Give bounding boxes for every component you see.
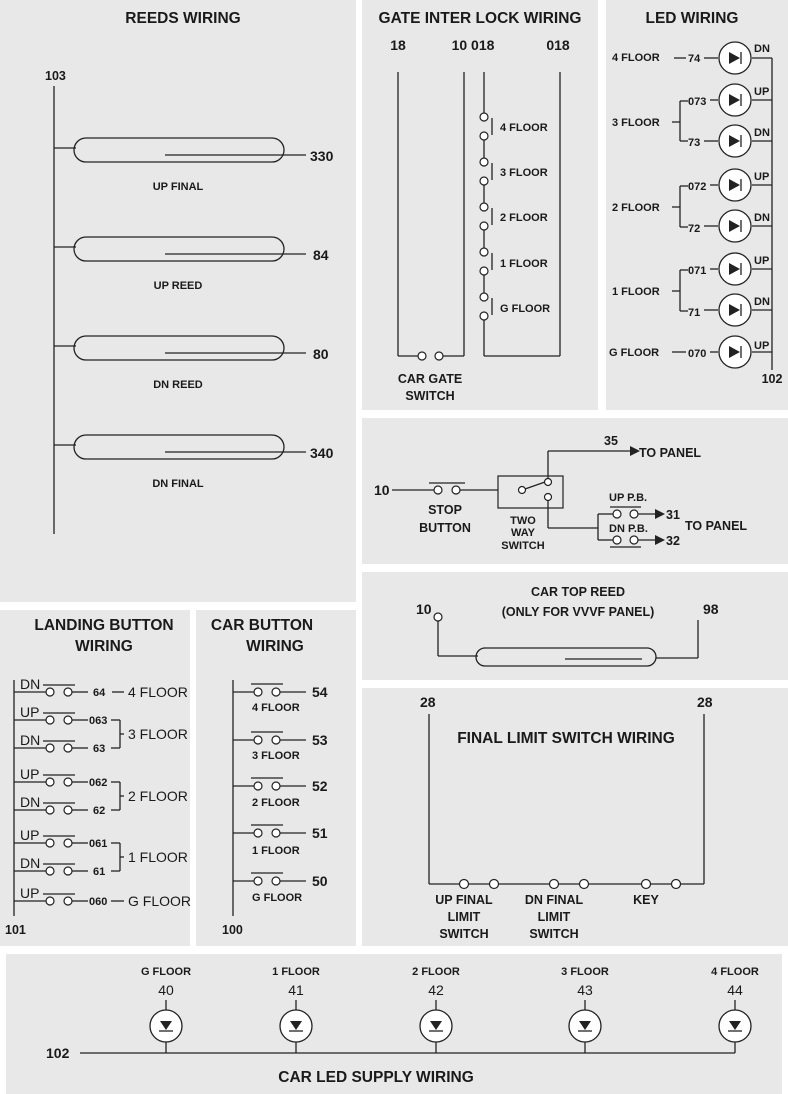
reed-switch-up-final <box>54 138 334 193</box>
landing-button-up-3 <box>14 704 107 727</box>
landing-title-1: LANDING BUTTON <box>34 617 174 634</box>
car-button-wire-52: 52 <box>312 778 328 794</box>
landing-floor-g: G FLOOR <box>128 893 192 909</box>
reed-label-up-reed: UP REED <box>153 280 203 292</box>
landing-title-2: WIRING <box>75 638 133 655</box>
gate-title: GATE INTER LOCK WIRING <box>378 10 582 27</box>
gate-wire-018: 018 <box>546 37 570 53</box>
led-2-floor-dn <box>704 210 772 242</box>
key-label: KEY <box>633 893 659 907</box>
car-led-floor-1: 1 FLOOR <box>272 966 320 978</box>
car-led-floor-3: 3 FLOOR <box>561 966 609 978</box>
gate-contact-1-floor <box>480 248 548 275</box>
led-3-floor-dn <box>704 125 772 157</box>
stop-contact-left <box>434 486 442 494</box>
landing-button-up-1 <box>14 827 107 850</box>
landing-floor-2: 2 FLOOR <box>128 788 188 804</box>
car-top-reed-wiring <box>416 585 719 666</box>
led-wire-73: 73 <box>688 137 701 149</box>
wire-31: 31 <box>666 508 680 522</box>
led-dir-up: UP <box>754 340 770 352</box>
landing-dir: UP <box>20 704 40 720</box>
led-dir-dn: DN <box>754 296 770 308</box>
dn-final-contact-left <box>550 880 559 889</box>
gate-contact-g-floor <box>480 293 550 320</box>
car-button-4-floor <box>233 684 328 714</box>
led-wire-070: 070 <box>688 348 707 360</box>
landing-button-dn-3 <box>14 732 105 755</box>
final-limit-wire-right: 28 <box>697 694 713 710</box>
reed-wire-340: 340 <box>310 445 334 461</box>
landing-button-dn-4 <box>14 676 188 700</box>
led-bus-label: 102 <box>761 372 783 386</box>
landing-wire-063: 063 <box>89 715 108 727</box>
stop-label-2: BUTTON <box>419 521 471 535</box>
gate-wire-18: 18 <box>390 37 406 53</box>
reeds-title: REEDS WIRING <box>125 10 241 27</box>
car-button-title-2: WIRING <box>246 638 304 655</box>
wire-32: 32 <box>666 534 680 548</box>
final-limit-wire-left: 28 <box>420 694 436 710</box>
dn-final-label-3: SWITCH <box>529 927 579 941</box>
two-way-switch-box <box>498 476 563 508</box>
landing-button-dn-1 <box>14 855 105 878</box>
led-dir-dn: DN <box>754 212 770 224</box>
car-button-wire-54: 54 <box>312 684 328 700</box>
landing-wire-062: 062 <box>89 777 108 789</box>
stop-wire-10: 10 <box>374 482 390 498</box>
landing-wire-62: 62 <box>93 805 106 817</box>
car-button-wire-50: 50 <box>312 873 328 889</box>
landing-floor-4: 4 FLOOR <box>128 684 188 700</box>
landing-dir: UP <box>20 766 40 782</box>
reed-switch-up-reed <box>54 237 329 292</box>
car-led-4-floor <box>711 966 759 1053</box>
led-wire-74: 74 <box>688 53 701 65</box>
led-title: LED WIRING <box>645 10 739 27</box>
led-1-floor-dn <box>704 294 772 326</box>
landing-wire-060: 060 <box>89 896 108 908</box>
final-limit-wiring <box>420 694 713 941</box>
gate-floor-label-1: 1 FLOOR <box>500 258 548 270</box>
two-way-label-2: WAY <box>510 527 536 539</box>
car-button-wire-53: 53 <box>312 732 328 748</box>
car-gate-contact-right <box>435 352 443 360</box>
led-dir-dn: DN <box>754 127 770 139</box>
dn-final-label-1: DN FINAL <box>524 893 584 907</box>
car-led-floor-4: 4 FLOOR <box>711 966 759 978</box>
car-top-reed-switch <box>476 648 656 666</box>
final-limit-title: FINAL LIMIT SWITCH WIRING <box>457 730 675 747</box>
car-top-wire-10: 10 <box>416 601 432 617</box>
car-led-g-floor <box>141 966 191 1053</box>
up-final-label-2: LIMIT <box>447 910 481 924</box>
car-button-title-1: CAR BUTTON <box>210 617 314 634</box>
reeds-bus-label: 103 <box>45 69 66 83</box>
up-final-contact-left <box>460 880 469 889</box>
led-floor-label-2: 2 FLOOR <box>612 202 660 214</box>
led-wiring <box>609 10 782 386</box>
car-button-floor-4: 4 FLOOR <box>252 702 300 714</box>
dn-final-label-2: LIMIT <box>537 910 571 924</box>
car-gate-label-1: CAR GATE <box>397 372 463 386</box>
led-wire-072: 072 <box>688 181 707 193</box>
up-final-contact-right <box>490 880 499 889</box>
led-floor-label-1: 1 FLOOR <box>612 286 660 298</box>
car-button-floor-2: 2 FLOOR <box>252 797 300 809</box>
car-button-g-floor <box>233 873 328 904</box>
led-dir-up: UP <box>754 86 770 98</box>
led-wire-72: 72 <box>688 223 701 235</box>
led-dir-up: UP <box>754 255 770 267</box>
car-led-wire-40: 40 <box>158 982 174 998</box>
gate-wire-10-018: 10 018 <box>451 37 495 53</box>
car-top-title-2: (ONLY FOR VVVF PANEL) <box>501 605 655 619</box>
landing-dir: UP <box>20 827 40 843</box>
reed-switch-dn-reed <box>54 336 329 391</box>
up-final-label-3: SWITCH <box>439 927 489 941</box>
car-gate-contact-left <box>418 352 426 360</box>
car-led-floor-g: G FLOOR <box>140 966 192 978</box>
led-dir-up: UP <box>754 171 770 183</box>
stop-label-1: STOP <box>428 503 462 517</box>
gate-contact-3-floor <box>480 158 548 185</box>
car-button-wiring <box>211 617 328 937</box>
car-led-supply-wiring <box>46 966 759 1086</box>
landing-bus-label: 101 <box>5 923 26 937</box>
landing-wire-61: 61 <box>93 866 106 878</box>
led-4-floor-dn <box>704 42 772 74</box>
up-pb-label: UP P.B. <box>609 492 648 504</box>
led-wire-71: 71 <box>688 307 701 319</box>
car-led-3-floor <box>561 966 609 1053</box>
reed-label-dn-final: DN FINAL <box>152 478 204 490</box>
led-floor-label-3: 3 FLOOR <box>612 117 660 129</box>
led-wire-073: 073 <box>688 96 707 108</box>
landing-button-dn-2 <box>14 794 105 817</box>
car-led-wire-41: 41 <box>288 982 304 998</box>
led-2-floor-up <box>710 169 772 201</box>
led-dir-dn: DN <box>754 43 770 55</box>
reed-wire-330: 330 <box>310 148 334 164</box>
landing-button-up-2 <box>14 766 107 789</box>
landing-dir: DN <box>20 732 41 748</box>
car-button-2-floor <box>233 778 328 809</box>
gate-contact-2-floor <box>480 203 548 230</box>
reed-label-dn-reed: DN REED <box>153 379 203 391</box>
key-contact-left <box>642 880 651 889</box>
car-button-floor-1: 1 FLOOR <box>252 845 300 857</box>
reed-wire-80: 80 <box>313 346 329 362</box>
dn-final-contact-right <box>580 880 589 889</box>
car-gate-label-2: SWITCH <box>405 389 455 403</box>
to-panel-label-2: TO PANEL <box>685 519 748 533</box>
gate-contact-4-floor <box>480 113 548 140</box>
car-top-wire-98: 98 <box>703 601 719 617</box>
car-led-1-floor <box>272 966 320 1053</box>
two-way-label-3: SWITCH <box>501 540 545 552</box>
up-final-label-1: UP FINAL <box>435 893 493 907</box>
car-button-floor-g: G FLOOR <box>252 892 303 904</box>
landing-dir: DN <box>20 676 41 692</box>
reed-label-up-final: UP FINAL <box>152 181 204 193</box>
car-button-floor-3: 3 FLOOR <box>252 750 300 762</box>
car-button-3-floor <box>233 732 328 762</box>
car-led-floor-2: 2 FLOOR <box>412 966 460 978</box>
landing-floor-1: 1 FLOOR <box>128 849 188 865</box>
dn-pb-label: DN P.B. <box>609 523 648 535</box>
landing-dir: DN <box>20 794 41 810</box>
led-3-floor-up <box>710 84 772 116</box>
stop-wire-35: 35 <box>604 434 618 448</box>
landing-button-wiring <box>5 617 191 937</box>
gate-interlock-wiring <box>379 10 582 403</box>
landing-dir: UP <box>20 885 40 901</box>
led-g-floor-up <box>710 336 772 368</box>
gate-floor-label-4: 4 FLOOR <box>500 122 548 134</box>
car-button-bus-label: 100 <box>222 923 243 937</box>
reed-wire-84: 84 <box>313 247 329 263</box>
led-floor-label-g: G FLOOR <box>609 347 660 359</box>
reeds-wiring <box>45 10 334 534</box>
car-button-wire-51: 51 <box>312 825 328 841</box>
led-floor-label-4: 4 FLOOR <box>612 52 660 64</box>
landing-dir: DN <box>20 855 41 871</box>
key-contact-right <box>672 880 681 889</box>
landing-floor-3: 3 FLOOR <box>128 726 188 742</box>
gate-floor-label-2: 2 FLOOR <box>500 212 548 224</box>
gate-floor-label-g: G FLOOR <box>500 303 551 315</box>
car-button-1-floor <box>233 825 328 857</box>
stop-contact-right <box>452 486 460 494</box>
car-led-title: CAR LED SUPPLY WIRING <box>278 1069 474 1086</box>
landing-button-up-g <box>14 885 191 909</box>
car-led-bus-label: 102 <box>46 1045 70 1061</box>
to-panel-label-1: TO PANEL <box>639 446 702 460</box>
landing-wire-061: 061 <box>89 838 108 850</box>
landing-wire-63: 63 <box>93 743 106 755</box>
two-way-label-1: TWO <box>510 515 536 527</box>
car-top-title-1: CAR TOP REED <box>530 585 626 599</box>
stop-button-wiring <box>374 434 747 552</box>
led-wire-071: 071 <box>688 265 707 277</box>
car-led-2-floor <box>412 966 460 1053</box>
car-led-wire-42: 42 <box>428 982 444 998</box>
car-led-wire-44: 44 <box>727 982 743 998</box>
reed-switch-dn-final <box>54 435 334 490</box>
led-1-floor-up <box>710 253 772 285</box>
landing-wire-64: 64 <box>93 687 106 699</box>
car-led-wire-43: 43 <box>577 982 593 998</box>
gate-floor-label-3: 3 FLOOR <box>500 167 548 179</box>
